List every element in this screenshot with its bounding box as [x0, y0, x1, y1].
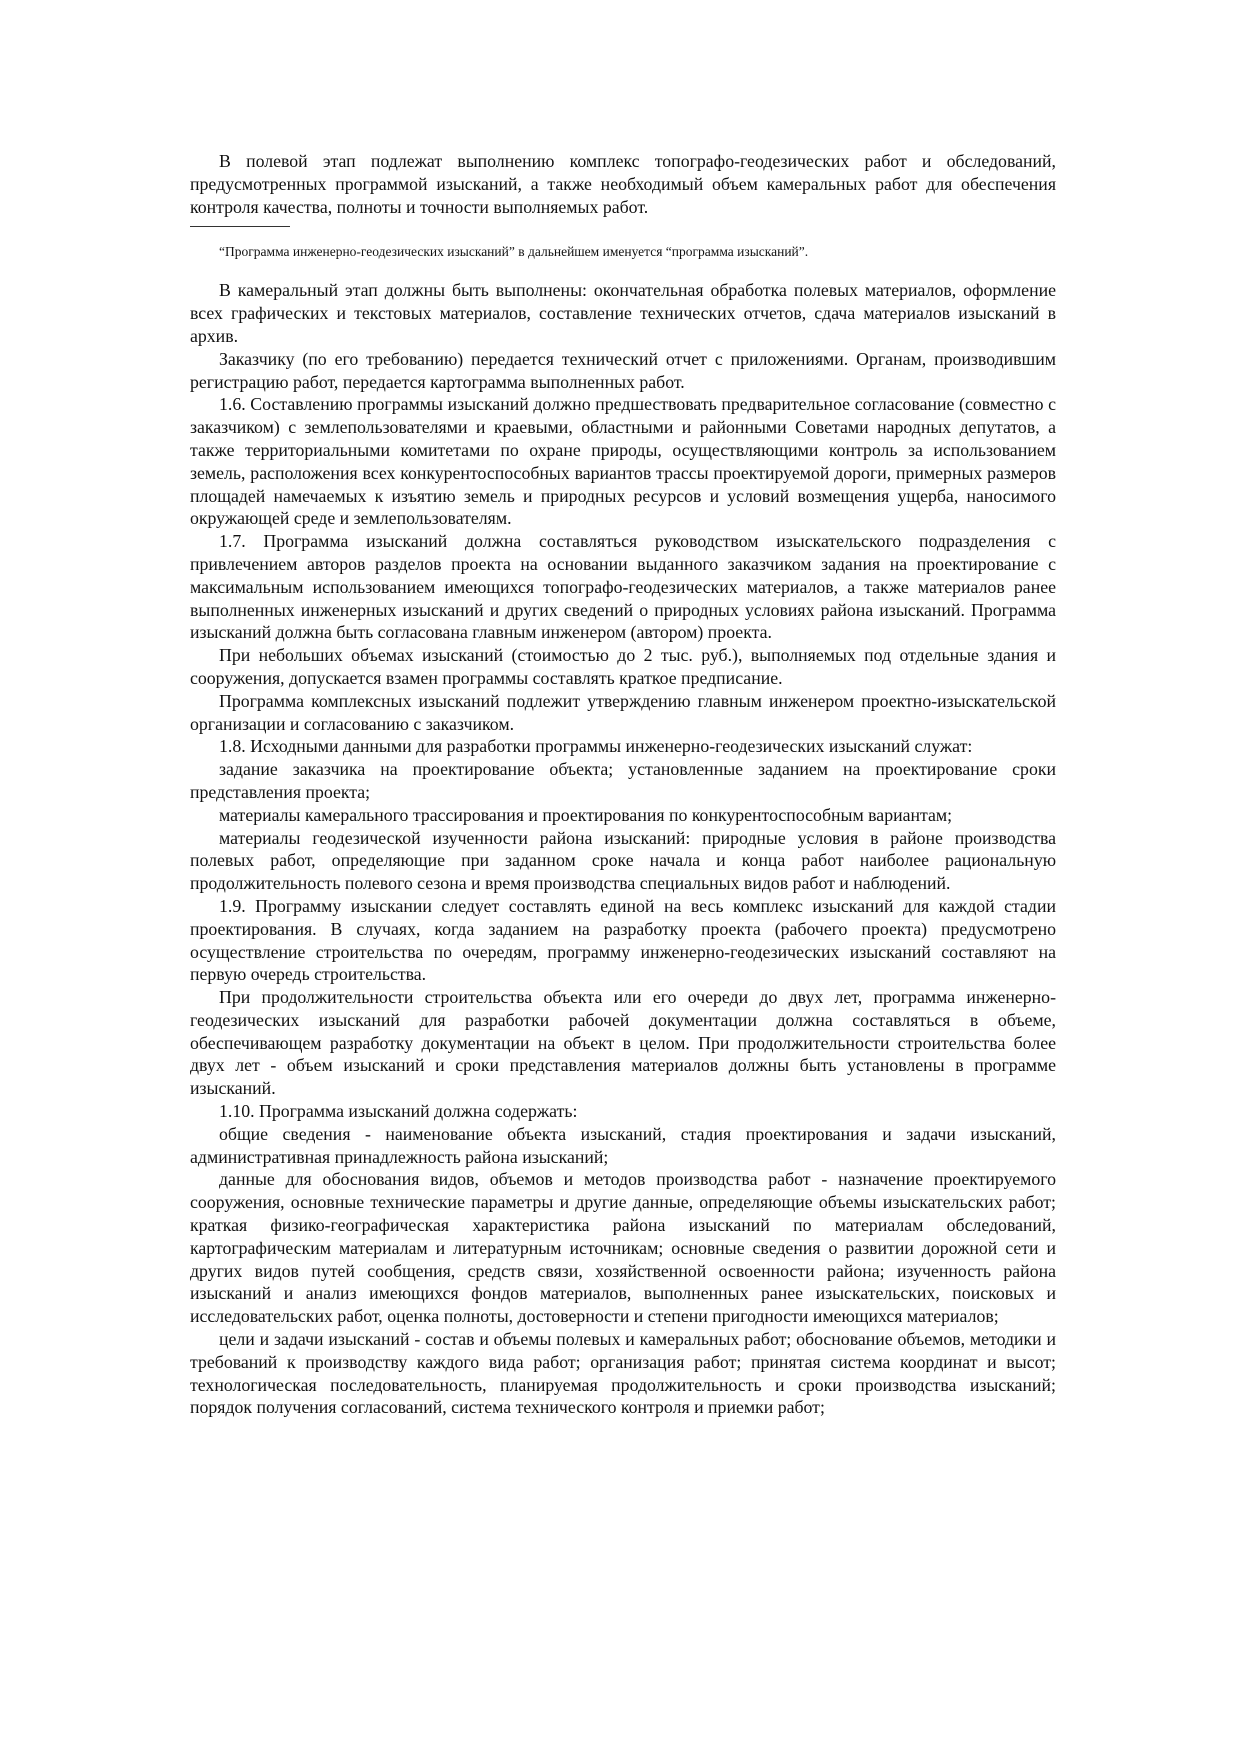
paragraph-small-volume: При небольших объемах изысканий (стоимостью до 2 тыс. руб.), выполняемых под отдельные здания и сооружения, допускается взамен программы составлять краткое предписание.: [190, 645, 1056, 688]
document-page: [190, 150, 1056, 1419]
paragraph-customer-report: Заказчику (по его требованию) передается технический отчет с приложениями. Органам, производившим регистрацию работ, передается картограмма выполненных работ.: [190, 348, 1056, 392]
paragraph-office-stage: В камеральный этап должны быть выполнены: окончательная обработка полевых материалов, оформление всех графических и текстовых материалов, составление технических отчетов, сдача материалов изысканий в архив.: [190, 280, 1056, 346]
paragraph-complex-program: Программа комплексных изысканий подлежит утверждению главным инженером проектно-изыскательской организации и согласованию с заказчиком.: [190, 690, 1056, 734]
footnote: “Программа инженерно-геодезических изысканий” в дальнейшем именуется “программа изысканий”.: [219, 244, 809, 260]
paragraph-field-stage: В полевой этап подлежат выполнению комплекс топографо-геодезических работ и обследований, предусмотренных программой изысканий, а также необходимый объем камеральных работ для обеспечения контроля качества, полноты и точности выполняемых работ.: [190, 151, 1056, 217]
list-item-goals-tasks: цели и задачи изысканий - состав и объемы полевых и камеральных работ; обоснование объемов, методики и требований к производству каждого вида работ; организация работ; принятая система координат и высот; технологическая последовательность, планируемая продолжительность и сроки производства изысканий; порядок получения согласований, система технического контроля и приемки работ;: [190, 1329, 1056, 1418]
paragraph-1-6: 1.6. Составлению программы изысканий должно предшествовать предварительное согласование (совместно с заказчиком) с землепользователями и краевыми, областными и районными Советами народных депутатов, а также территориальными комитетами по охране природы, осуществляющими контроль за использованием земель, расположения всех конкурентоспособных вариантов трассы проектируемой дороги, примерных размеров площадей намечаемых к изъятию земель и природных ресурсов и условий возмещения ущерба, наносимого окружающей среде и землепользователям.: [190, 394, 1056, 529]
list-item-justification-data: данные для обоснования видов, объемов и методов производства работ - назначение проектируемого сооружения, основные технические параметры и другие данные, определяющие объемы изыскательских работ; краткая физико-географическая характеристика района изысканий по материалам обследований, картографическим материалам и литературным источникам; основные сведения о развитии дорожной сети и других видов путей сообщения, средств связи, хозяйственной освоенности района; изученность района изысканий и анализ имеющихся фондов материалов, выполненных ранее изыскательских, поисковых и исследовательских работ, оценка полноты, достоверности и степени пригодности имеющихся материалов;: [190, 1169, 1056, 1327]
footnote-separator: [190, 226, 290, 227]
paragraph-1-7: 1.7. Программа изысканий должна составляться руководством изыскательского подразделения с привлечением авторов разделов проекта на основании выданного заказчиком задания на проектирование с максимальным использованием имеющихся топографо-геодезических материалов, а также материалов ранее выполненных инженерных изысканий и других сведений о природных условиях района изысканий. Программа изысканий должна быть согласована главным инженером (автором) проекта.: [190, 531, 1056, 643]
paragraph-1-9: 1.9. Программу изыскании следует составлять единой на весь комплекс изысканий для каждой стадии проектирования. В случаях, когда заданием на разработку проекта (рабочего проекта) предусмотрено осуществление строительства по очередям, программу инженерно-геодезических изысканий составляют на первую очередь строительства.: [190, 895, 1056, 985]
paragraph-1-10: 1.10. Программа изысканий должна содержать:: [219, 1101, 578, 1122]
paragraph-1-8: 1.8. Исходными данными для разработки программы инженерно-геодезических изысканий служат:: [219, 736, 973, 757]
list-item-geodetic-materials: материалы геодезической изученности района изысканий: природные условия в районе производства полевых работ, определяющие при заданном сроке начала и конца работ наиболее рациональную продолжительность полевого сезона и время производства специальных видов работ и наблюдений.: [190, 827, 1056, 894]
list-item-tracing-materials: материалы камерального трассирования и проектирования по конкурентоспособным вариантам;: [219, 804, 953, 825]
paragraph-construction-duration: При продолжительности строительства объекта или его очереди до двух лет, программа инженерно-геодезических изысканий для разработки рабочей документации должна составляться в объеме, обеспечивающем разработку документации на объект в целом. При продолжительности строительства более двух лет - объем изысканий и сроки представления материалов должны быть установлены в программе изысканий.: [190, 987, 1056, 1099]
list-item-customer-task: задание заказчика на проектирование объекта; установленные заданием на проектирование сроки представления проекта;: [190, 759, 1056, 802]
list-item-general-info: общие сведения - наименование объекта изысканий, стадия проектирования и задачи изысканий, административная принадлежность района изысканий;: [190, 1123, 1056, 1167]
